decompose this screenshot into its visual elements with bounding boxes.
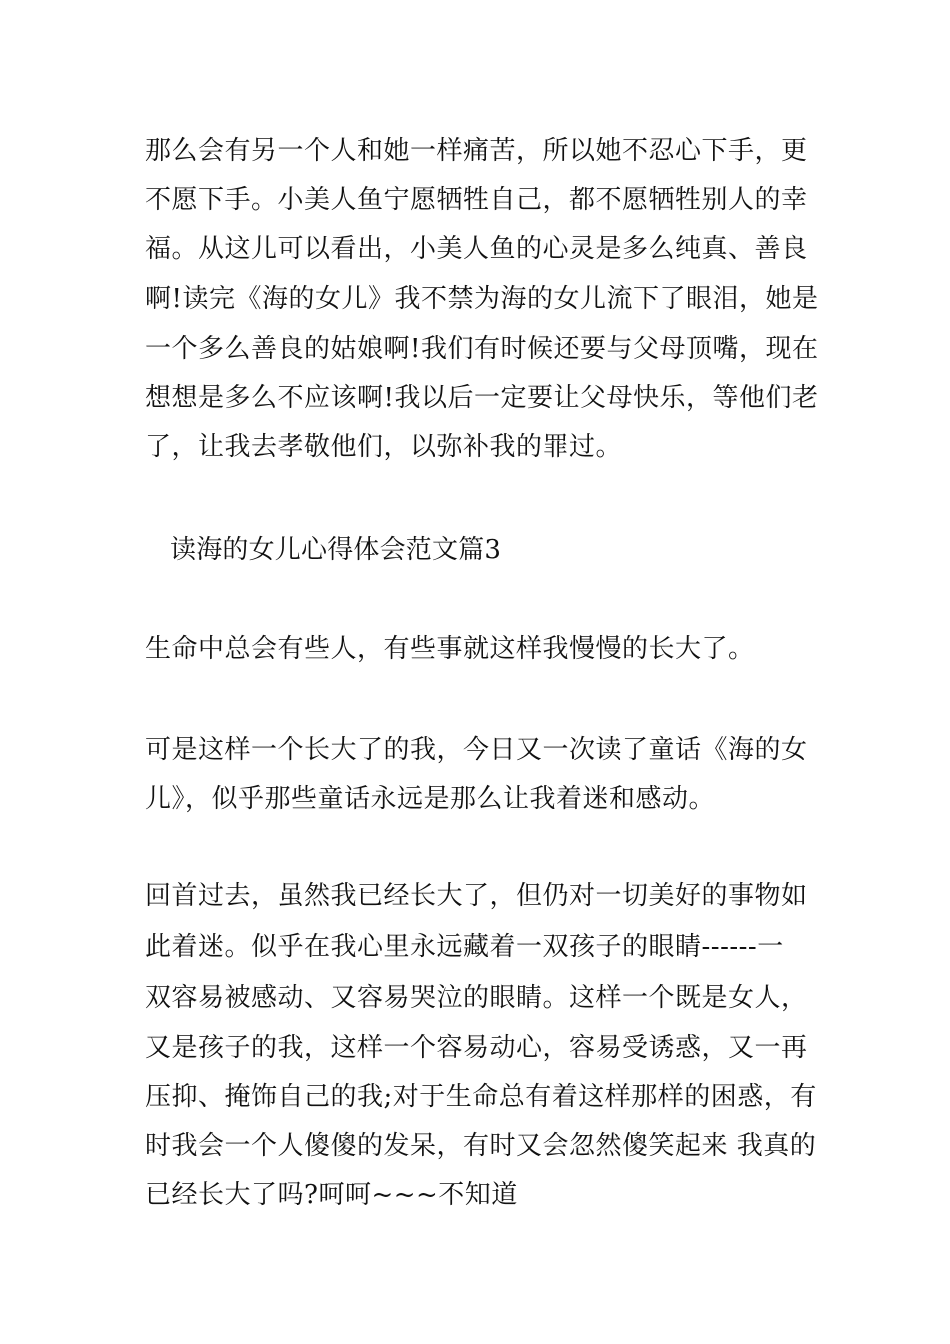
text-line: 啊!读完《海的女儿》我不禁为海的女儿流下了眼泪，她是 [145,284,819,314]
text-line: 此着迷。似乎在我心里永远藏着一双孩子的眼睛------一 [145,932,784,962]
text-line: 福。从这儿可以看出，小美人鱼的心灵是多么纯真、善良 [145,234,808,264]
text-line: 生命中总会有些人，有些事就这样我慢慢的长大了。 [145,634,755,664]
text-line: 双容易被感动、又容易哭泣的眼睛。这样一个既是女人， [145,983,808,1013]
text-line: 已经长大了吗?呵呵~~~不知道 [145,1180,518,1210]
text-line: 时我会一个人傻傻的发呆，有时又会忽然傻笑起来 我真的 [145,1131,817,1161]
text-line: 压抑、掩饰自己的我;对于生命总有着这样那样的困惑，有 [145,1082,817,1112]
text-line: 可是这样一个长大了的我，今日又一次读了童话《海的女 [145,735,808,765]
text-line: 了，让我去孝敬他们，以弥补我的罪过。 [145,432,623,462]
text-line: 想想是多么不应该啊!我以后一定要让父母快乐，等他们老 [145,383,819,413]
text-line: 儿》，似乎那些童话永远是那么让我着迷和感动。 [145,784,716,814]
text-line: 又是孩子的我，这样一个容易动心，容易受诱惑，又一再 [145,1033,808,1063]
text-line: 不愿下手。小美人鱼宁愿牺牲自己，都不愿牺牲别人的幸 [145,185,808,215]
section-heading: 读海的女儿心得体会范文篇3 [170,535,502,565]
text-line: 回首过去，虽然我已经长大了，但仍对一切美好的事物如 [145,881,808,911]
text-line: 一个多么善良的姑娘啊!我们有时候还要与父母顶嘴，现在 [145,334,819,364]
text-line: 那么会有另一个人和她一样痛苦，所以她不忍心下手，更 [145,136,808,166]
